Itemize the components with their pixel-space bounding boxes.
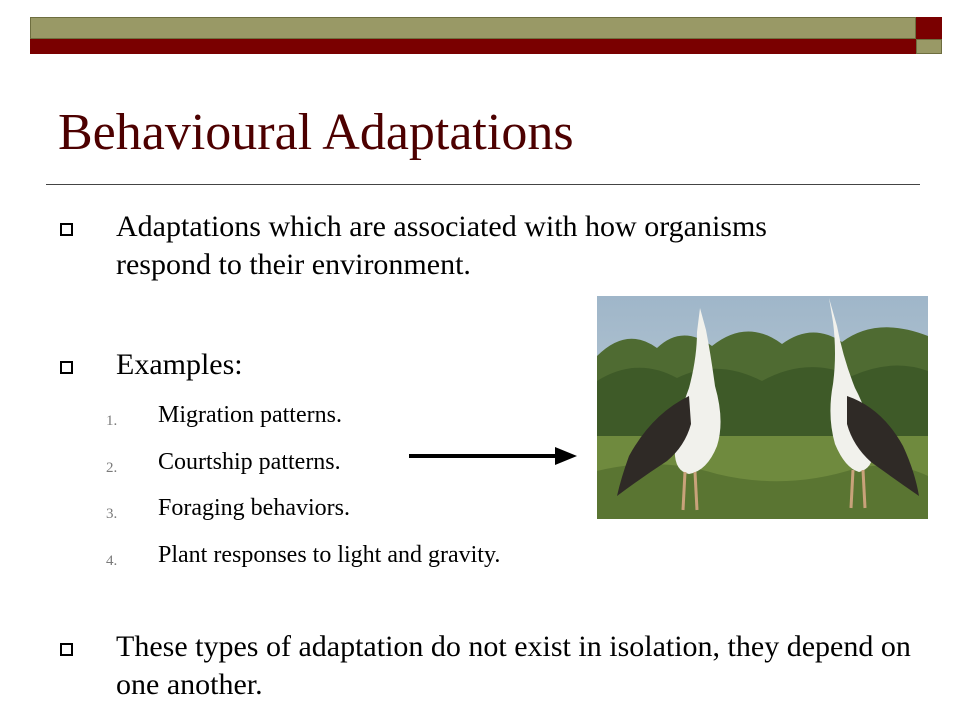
example-text: Migration patterns. bbox=[158, 402, 342, 428]
header-corner-olive bbox=[916, 39, 942, 54]
hollow-square-bullet-icon bbox=[60, 223, 73, 236]
bullet-text: Adaptations which are associated with how organisms respond to their environment. bbox=[116, 210, 767, 281]
albatross-courtship-photo bbox=[597, 296, 928, 519]
example-text: Courtship patterns. bbox=[158, 449, 341, 475]
hollow-square-bullet-icon bbox=[60, 643, 73, 656]
example-number: 4. bbox=[106, 553, 118, 569]
hollow-square-bullet-icon bbox=[60, 361, 73, 374]
bullet-text: These types of adaptation do not exist in isolation, they depend on one another. bbox=[116, 630, 911, 701]
header-bar-olive bbox=[30, 17, 916, 39]
title-divider bbox=[46, 184, 920, 185]
header-bar-maroon bbox=[30, 39, 916, 54]
example-text: Foraging behaviors. bbox=[158, 495, 350, 521]
example-number: 1. bbox=[106, 413, 118, 429]
example-text: Plant responses to light and gravity. bbox=[158, 542, 501, 568]
right-arrow-icon bbox=[409, 444, 579, 468]
example-number: 2. bbox=[106, 460, 118, 476]
example-number: 3. bbox=[106, 506, 118, 522]
slide-title: Behavioural Adaptations bbox=[58, 104, 574, 161]
header-corner-maroon bbox=[916, 17, 942, 39]
bullet-text: Examples: bbox=[116, 348, 243, 381]
